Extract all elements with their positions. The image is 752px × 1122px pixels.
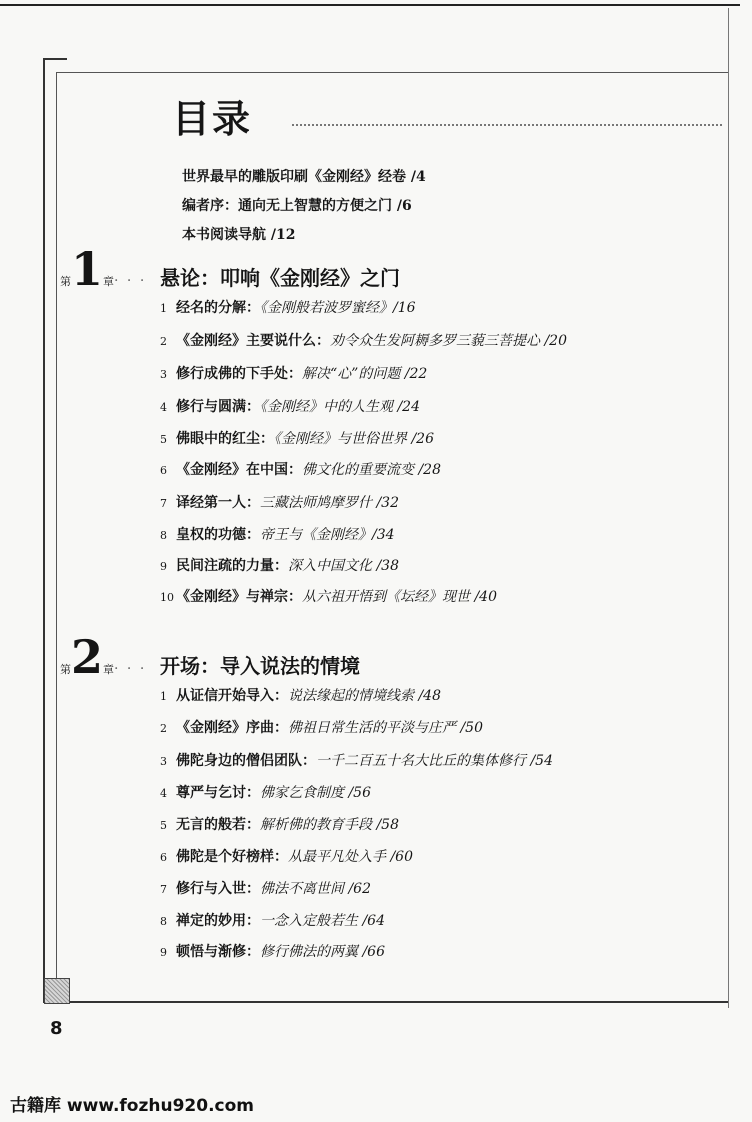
entry-number: 1	[160, 690, 167, 703]
right-border	[728, 8, 729, 1008]
toc-entry[interactable]	[160, 493, 399, 514]
page-title: 目录	[172, 96, 253, 141]
entry-subtitle: 佛祖日常生活的平淡与庄严 /50	[288, 720, 483, 736]
entry-title: 民间注疏的力量：	[176, 558, 288, 574]
chapter-dots: · · ·	[114, 273, 147, 289]
toc-entry[interactable]	[160, 556, 399, 577]
entry-subtitle: 一千二百五十名大比丘的集体修行 /54	[316, 753, 553, 769]
site-watermark: 古籍库 www.fozhu920.com	[10, 1096, 254, 1116]
chapter-prefix: 第	[60, 275, 71, 288]
chapter-prefix: 第	[60, 663, 71, 676]
entry-title: 尊严与乞讨：	[176, 785, 260, 801]
toc-entry[interactable]	[160, 815, 399, 836]
entry-number: 9	[160, 946, 167, 959]
entry-subtitle: 修行佛法的两翼 /66	[260, 944, 385, 960]
title-dotted-leader	[292, 124, 722, 126]
entry-title: 皇权的功德：	[176, 527, 260, 543]
front-matter-item[interactable]: 本书阅读导航 /12	[182, 227, 296, 243]
entry-subtitle: 深入中国文化 /38	[288, 558, 399, 574]
toc-entry[interactable]	[160, 525, 395, 546]
entry-title: 佛陀身边的僧侣团队：	[176, 753, 316, 769]
toc-entry[interactable]	[160, 331, 567, 352]
entry-title: 修行与圆满：	[176, 399, 260, 415]
page-number: 8	[50, 1018, 63, 1039]
toc-entry[interactable]	[160, 942, 385, 963]
toc-entry[interactable]	[160, 429, 434, 450]
toc-entry[interactable]	[160, 587, 497, 608]
entry-subtitle: 从最平凡处入手 /60	[288, 849, 413, 865]
entry-number: 6	[160, 464, 167, 477]
entry-title: 顿悟与渐修：	[176, 944, 260, 960]
entry-title: 译经第一人：	[176, 495, 260, 511]
chapter-title[interactable]: 悬论：叩响《金刚经》之门	[160, 266, 400, 290]
entry-number: 8	[160, 529, 167, 542]
inner-left-rule	[56, 72, 57, 1002]
entry-number: 6	[160, 851, 167, 864]
entry-title: 佛眼中的红尘：	[176, 431, 274, 447]
entry-title: 从证信开始导入：	[176, 688, 288, 704]
entry-title: 禅定的妙用：	[176, 913, 260, 929]
entry-title: 《金刚经》在中国：	[176, 462, 302, 478]
entry-subtitle: 《金刚经》与世俗世界 /26	[274, 431, 434, 447]
toc-entry[interactable]	[160, 783, 371, 804]
chapter-number: 2	[71, 630, 104, 684]
entry-number: 7	[160, 497, 167, 510]
toc-entry[interactable]	[160, 364, 427, 385]
entry-number: 4	[160, 401, 167, 414]
entry-title: 经名的分解：	[176, 300, 260, 316]
toc-entry[interactable]	[160, 847, 413, 868]
entry-subtitle: 帝王与《金刚经》/34	[260, 527, 395, 543]
toc-entry[interactable]	[160, 397, 420, 418]
toc-entry[interactable]	[160, 686, 441, 707]
entry-number: 10	[160, 591, 174, 604]
entry-number: 4	[160, 787, 167, 800]
entry-number: 9	[160, 560, 167, 573]
entry-number: 7	[160, 883, 167, 896]
entry-subtitle: 佛法不离世间 /62	[260, 881, 371, 897]
entry-subtitle: 佛家乞食制度 /56	[260, 785, 371, 801]
entry-number: 2	[160, 722, 167, 735]
toc-entry[interactable]	[160, 718, 483, 739]
chapter-marker	[60, 630, 147, 684]
entry-subtitle: 《金刚般若波罗蜜经》/16	[260, 300, 416, 316]
frame-top-tab	[43, 58, 67, 60]
toc-entry[interactable]	[160, 460, 441, 481]
entry-title: 佛陀是个好榜样：	[176, 849, 288, 865]
entry-number: 5	[160, 433, 167, 446]
entry-number: 3	[160, 755, 167, 768]
entry-subtitle: 一念入定般若生 /64	[260, 913, 385, 929]
entry-number: 3	[160, 368, 167, 381]
toc-entry[interactable]	[160, 751, 553, 772]
entry-subtitle: 解决“心”的问题 /22	[302, 366, 428, 382]
entry-title: 《金刚经》与禅宗：	[176, 589, 302, 605]
inner-top-rule	[56, 72, 728, 73]
toc-entry[interactable]	[160, 298, 416, 319]
frame-left-border	[43, 58, 45, 1003]
entry-title: 修行成佛的下手处：	[176, 366, 302, 382]
corner-block	[44, 978, 70, 1004]
bottom-rule	[44, 1001, 728, 1003]
entry-title: 《金刚经》序曲：	[176, 720, 288, 736]
chapter-title[interactable]: 开场：导入说法的情境	[160, 654, 360, 678]
entry-subtitle: 解析佛的教育手段 /58	[260, 817, 399, 833]
front-matter-item[interactable]: 世界最早的雕版印刷《金刚经》经卷 /4	[182, 169, 426, 185]
entry-subtitle: 劝令众生发阿耨多罗三藐三菩提心 /20	[330, 333, 567, 349]
entry-number: 1	[160, 302, 167, 315]
entry-subtitle: 从六祖开悟到《坛经》现世 /40	[302, 589, 497, 605]
front-matter-item[interactable]: 编者序：通向无上智慧的方便之门 /6	[182, 198, 412, 214]
entry-subtitle: 三藏法师鸠摩罗什 /32	[260, 495, 399, 511]
chapter-dots: · · ·	[114, 661, 147, 677]
top-rule	[0, 4, 740, 6]
entry-number: 2	[160, 335, 167, 348]
entry-title: 修行与入世：	[176, 881, 260, 897]
entry-subtitle: 说法缘起的情境线索 /48	[288, 688, 441, 704]
chapter-suffix: 章	[103, 663, 115, 676]
entry-subtitle: 佛文化的重要流变 /28	[302, 462, 441, 478]
chapter-suffix: 章	[103, 275, 115, 288]
toc-entry[interactable]	[160, 879, 371, 900]
entry-title: 无言的般若：	[176, 817, 260, 833]
entry-title: 《金刚经》主要说什么：	[176, 333, 330, 349]
chapter-number: 1	[71, 242, 104, 296]
entry-number: 8	[160, 915, 167, 928]
chapter-marker	[60, 242, 147, 296]
entry-subtitle: 《金刚经》中的人生观 /24	[260, 399, 420, 415]
entry-number: 5	[160, 819, 167, 832]
toc-entry[interactable]	[160, 911, 385, 932]
